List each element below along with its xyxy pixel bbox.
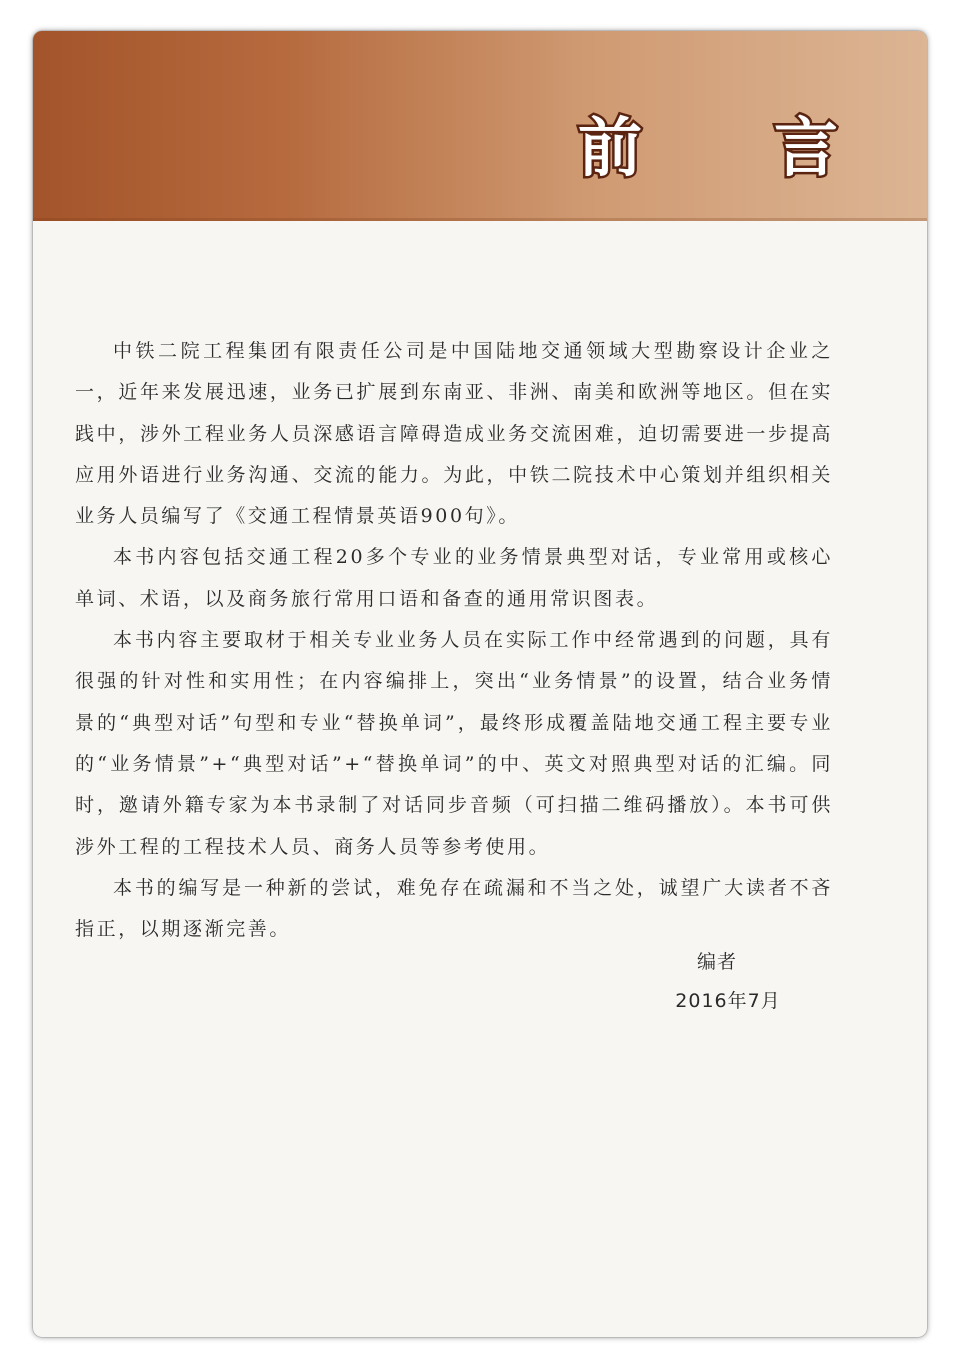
document-page <box>33 31 927 1337</box>
preface-body <box>75 331 833 950</box>
signature-date: 2016年7月 <box>675 990 781 1012</box>
title-char-2: 言 <box>774 112 838 186</box>
title-char-1: 前 <box>578 112 642 186</box>
paragraph-4: 本书的编写是一种新的尝试，难免存在疏漏和不当之处，诚望广大读者不吝指正，以期逐渐完善。 <box>75 876 833 941</box>
page-title <box>578 111 838 187</box>
header-band <box>33 31 927 221</box>
paragraph-3: 本书内容主要取材于相关专业业务人员在实际工作中经常遇到的问题，具有很强的针对性和实用性；在内容编排上，突出“业务情景”的设置，结合业务情景的“典型对话”句型和专业“替换单词”，最终形成覆盖陆地交通工程主要专业的“业务情景”+“典型对话”+“替换单词”的中、英文对照典型对话的汇编。同时，邀请外籍专家为本书录制了对话同步音频（可扫描二维码播放）。本书可供涉外工程的工程技术人员、商务人员等参考使用。 <box>75 629 833 858</box>
signature-editor: 编者 <box>696 951 737 973</box>
paragraph-1: 中铁二院工程集团有限责任公司是中国陆地交通领域大型勘察设计企业之一，近年来发展迅速，业务已扩展到东南亚、非洲、南美和欧洲等地区。但在实践中，涉外工程业务人员深感语言障碍造成业务交流困难，迫切需要进一步提高应用外语进行业务沟通、交流的能力。为此，中铁二院技术中心策划并组织相关业务人员编写了《交通工程情景英语900句》。 <box>75 340 833 528</box>
paragraph-2: 本书内容包括交通工程20多个专业的业务情景典型对话，专业常用或核心单词、术语，以及商务旅行常用口语和备查的通用常识图表。 <box>75 546 833 610</box>
